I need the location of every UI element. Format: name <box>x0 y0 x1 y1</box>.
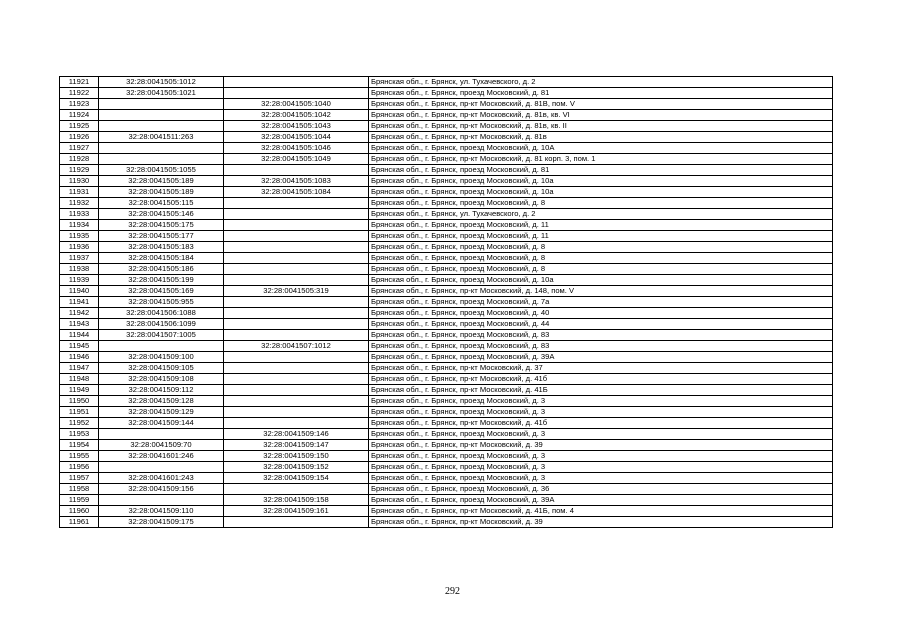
related-cadastral-number-cell: 32:28:0041509:152 <box>224 462 369 473</box>
row-number-cell: 11944 <box>60 330 99 341</box>
cadastral-number-cell <box>99 462 224 473</box>
row-number-cell: 11960 <box>60 506 99 517</box>
row-number-cell: 11928 <box>60 154 99 165</box>
cadastral-number-cell <box>99 495 224 506</box>
address-cell: Брянская обл., г. Брянск, проезд Московский, д. 3 <box>369 407 833 418</box>
table-row <box>60 363 833 374</box>
table-row <box>60 484 833 495</box>
table-row <box>60 220 833 231</box>
address-cell: Брянская обл., г. Брянск, пр-кт Московский, д. 81в <box>369 132 833 143</box>
cadastral-number-cell <box>99 99 224 110</box>
cadastral-number-cell: 32:28:0041505:189 <box>99 176 224 187</box>
row-number-cell: 11929 <box>60 165 99 176</box>
row-number-cell: 11956 <box>60 462 99 473</box>
address-cell: Брянская обл., г. Брянск, пр-кт Московский, д. 41Б <box>369 385 833 396</box>
address-cell: Брянская обл., г. Брянск, проезд Московский, д. 3 <box>369 462 833 473</box>
address-cell: Брянская обл., г. Брянск, пр-кт Московский, д. 81В, пом. V <box>369 99 833 110</box>
table-row <box>60 198 833 209</box>
related-cadastral-number-cell: 32:28:0041509:161 <box>224 506 369 517</box>
row-number-cell: 11938 <box>60 264 99 275</box>
table-row <box>60 506 833 517</box>
table-row <box>60 110 833 121</box>
address-cell: Брянская обл., г. Брянск, пр-кт Московский, д. 41Б, пом. 4 <box>369 506 833 517</box>
related-cadastral-number-cell <box>224 484 369 495</box>
cadastral-number-cell: 32:28:0041505:189 <box>99 187 224 198</box>
cadastral-number-cell <box>99 121 224 132</box>
row-number-cell: 11926 <box>60 132 99 143</box>
address-cell: Брянская обл., г. Брянск, ул. Тухачевского, д. 2 <box>369 77 833 88</box>
related-cadastral-number-cell <box>224 275 369 286</box>
related-cadastral-number-cell: 32:28:0041505:1044 <box>224 132 369 143</box>
address-cell: Брянская обл., г. Брянск, пр-кт Московский, д. 81в, кв. VI <box>369 110 833 121</box>
address-cell: Брянская обл., г. Брянск, проезд Московский, д. 81 <box>369 88 833 99</box>
table-row <box>60 308 833 319</box>
related-cadastral-number-cell: 32:28:0041505:1042 <box>224 110 369 121</box>
table-row <box>60 429 833 440</box>
row-number-cell: 11921 <box>60 77 99 88</box>
cadastral-number-cell: 32:28:0041505:1055 <box>99 165 224 176</box>
address-cell: Брянская обл., г. Брянск, пр-кт Московский, д. 41б <box>369 374 833 385</box>
table-row <box>60 231 833 242</box>
row-number-cell: 11923 <box>60 99 99 110</box>
address-cell: Брянская обл., г. Брянск, проезд Московский, д. 11 <box>369 231 833 242</box>
row-number-cell: 11941 <box>60 297 99 308</box>
row-number-cell: 11937 <box>60 253 99 264</box>
table-row <box>60 187 833 198</box>
address-cell: Брянская обл., г. Брянск, проезд Московский, д. 10а <box>369 275 833 286</box>
address-cell: Брянская обл., г. Брянск, проезд Московский, д. 81 <box>369 165 833 176</box>
row-number-cell: 11942 <box>60 308 99 319</box>
address-cell: Брянская обл., г. Брянск, пр-кт Московский, д. 81 корп. 3, пом. 1 <box>369 154 833 165</box>
row-number-cell: 11939 <box>60 275 99 286</box>
table-row <box>60 418 833 429</box>
address-cell: Брянская обл., г. Брянск, проезд Московский, д. 3 <box>369 429 833 440</box>
related-cadastral-number-cell <box>224 330 369 341</box>
row-number-cell: 11940 <box>60 286 99 297</box>
row-number-cell: 11930 <box>60 176 99 187</box>
related-cadastral-number-cell: 32:28:0041505:1049 <box>224 154 369 165</box>
row-number-cell: 11952 <box>60 418 99 429</box>
table-row <box>60 275 833 286</box>
row-number-cell: 11934 <box>60 220 99 231</box>
cadastral-number-cell: 32:28:0041505:146 <box>99 209 224 220</box>
table-row <box>60 517 833 528</box>
table-row <box>60 374 833 385</box>
page-number: 292 <box>445 586 460 597</box>
related-cadastral-number-cell: 32:28:0041509:146 <box>224 429 369 440</box>
table-row <box>60 264 833 275</box>
row-number-cell: 11950 <box>60 396 99 407</box>
address-cell: Брянская обл., г. Брянск, пр-кт Московский, д. 37 <box>369 363 833 374</box>
table-row <box>60 462 833 473</box>
related-cadastral-number-cell <box>224 231 369 242</box>
row-number-cell: 11946 <box>60 352 99 363</box>
address-cell: Брянская обл., г. Брянск, проезд Московский, д. 8 <box>369 264 833 275</box>
related-cadastral-number-cell <box>224 297 369 308</box>
table-row <box>60 253 833 264</box>
cadastral-number-cell: 32:28:0041511:263 <box>99 132 224 143</box>
related-cadastral-number-cell: 32:28:0041505:1040 <box>224 99 369 110</box>
related-cadastral-number-cell: 32:28:0041509:150 <box>224 451 369 462</box>
address-cell: Брянская обл., г. Брянск, проезд Московский, д. 39А <box>369 352 833 363</box>
table-row <box>60 121 833 132</box>
address-cell: Брянская обл., г. Брянск, проезд Московский, д. 7а <box>369 297 833 308</box>
row-number-cell: 11935 <box>60 231 99 242</box>
table-row <box>60 209 833 220</box>
related-cadastral-number-cell <box>224 165 369 176</box>
address-cell: Брянская обл., г. Брянск, пр-кт Московский, д. 148, пом. V <box>369 286 833 297</box>
address-cell: Брянская обл., г. Брянск, пр-кт Московский, д. 39 <box>369 517 833 528</box>
address-cell: Брянская обл., г. Брянск, пр-кт Московский, д. 81в, кв. II <box>369 121 833 132</box>
cadastral-number-cell <box>99 110 224 121</box>
cadastral-number-cell: 32:28:0041509:100 <box>99 352 224 363</box>
row-number-cell: 11936 <box>60 242 99 253</box>
table-row <box>60 352 833 363</box>
cadastral-number-cell: 32:28:0041509:110 <box>99 506 224 517</box>
related-cadastral-number-cell: 32:28:0041509:158 <box>224 495 369 506</box>
related-cadastral-number-cell: 32:28:0041505:1043 <box>224 121 369 132</box>
related-cadastral-number-cell: 32:28:0041505:1046 <box>224 143 369 154</box>
address-cell: Брянская обл., г. Брянск, проезд Московский, д. 44 <box>369 319 833 330</box>
row-number-cell: 11957 <box>60 473 99 484</box>
address-cell: Брянская обл., г. Брянск, проезд Московский, д. 39А <box>369 495 833 506</box>
table-row <box>60 132 833 143</box>
address-cell: Брянская обл., г. Брянск, проезд Московский, д. 8 <box>369 242 833 253</box>
related-cadastral-number-cell <box>224 253 369 264</box>
address-cell: Брянская обл., г. Брянск, проезд Московский, д. 36 <box>369 484 833 495</box>
address-cell: Брянская обл., г. Брянск, проезд Московский, д. 10а <box>369 176 833 187</box>
table-row <box>60 319 833 330</box>
related-cadastral-number-cell <box>224 209 369 220</box>
cadastral-number-cell: 32:28:0041506:1099 <box>99 319 224 330</box>
row-number-cell: 11961 <box>60 517 99 528</box>
cadastral-number-cell: 32:28:0041509:144 <box>99 418 224 429</box>
cadastral-number-cell: 32:28:0041505:186 <box>99 264 224 275</box>
row-number-cell: 11924 <box>60 110 99 121</box>
table-row <box>60 143 833 154</box>
address-cell: Брянская обл., г. Брянск, ул. Тухачевского, д. 2 <box>369 209 833 220</box>
cadastral-number-cell: 32:28:0041505:199 <box>99 275 224 286</box>
related-cadastral-number-cell <box>224 308 369 319</box>
registry-table-body <box>60 77 833 528</box>
cadastral-number-cell: 32:28:0041505:184 <box>99 253 224 264</box>
related-cadastral-number-cell: 32:28:0041505:1084 <box>224 187 369 198</box>
address-cell: Брянская обл., г. Брянск, проезд Московский, д. 40 <box>369 308 833 319</box>
row-number-cell: 11945 <box>60 341 99 352</box>
related-cadastral-number-cell <box>224 374 369 385</box>
table-row <box>60 440 833 451</box>
row-number-cell: 11927 <box>60 143 99 154</box>
related-cadastral-number-cell <box>224 418 369 429</box>
cadastral-number-cell: 32:28:0041509:108 <box>99 374 224 385</box>
table-row <box>60 242 833 253</box>
table-row <box>60 99 833 110</box>
cadastral-number-cell: 32:28:0041601:243 <box>99 473 224 484</box>
table-row <box>60 473 833 484</box>
cadastral-number-cell: 32:28:0041509:175 <box>99 517 224 528</box>
related-cadastral-number-cell: 32:28:0041509:154 <box>224 473 369 484</box>
address-cell: Брянская обл., г. Брянск, проезд Московский, д. 10а <box>369 187 833 198</box>
row-number-cell: 11933 <box>60 209 99 220</box>
row-number-cell: 11951 <box>60 407 99 418</box>
row-number-cell: 11932 <box>60 198 99 209</box>
cadastral-number-cell: 32:28:0041505:169 <box>99 286 224 297</box>
row-number-cell: 11922 <box>60 88 99 99</box>
related-cadastral-number-cell: 32:28:0041505:319 <box>224 286 369 297</box>
related-cadastral-number-cell <box>224 198 369 209</box>
related-cadastral-number-cell: 32:28:0041509:147 <box>224 440 369 451</box>
cadastral-number-cell: 32:28:0041507:1005 <box>99 330 224 341</box>
cadastral-number-cell: 32:28:0041505:955 <box>99 297 224 308</box>
address-cell: Брянская обл., г. Брянск, проезд Московский, д. 11 <box>369 220 833 231</box>
related-cadastral-number-cell <box>224 242 369 253</box>
row-number-cell: 11948 <box>60 374 99 385</box>
row-number-cell: 11953 <box>60 429 99 440</box>
related-cadastral-number-cell <box>224 220 369 231</box>
related-cadastral-number-cell <box>224 77 369 88</box>
related-cadastral-number-cell <box>224 352 369 363</box>
cadastral-number-cell: 32:28:0041509:105 <box>99 363 224 374</box>
related-cadastral-number-cell: 32:28:0041507:1012 <box>224 341 369 352</box>
address-cell: Брянская обл., г. Брянск, пр-кт Московский, д. 41б <box>369 418 833 429</box>
cadastral-number-cell: 32:28:0041509:128 <box>99 396 224 407</box>
cadastral-number-cell: 32:28:0041509:70 <box>99 440 224 451</box>
address-cell: Брянская обл., г. Брянск, пр-кт Московский, д. 39 <box>369 440 833 451</box>
address-cell: Брянская обл., г. Брянск, проезд Московский, д. 83 <box>369 341 833 352</box>
cadastral-number-cell <box>99 429 224 440</box>
row-number-cell: 11947 <box>60 363 99 374</box>
cadastral-number-cell <box>99 154 224 165</box>
table-row <box>60 341 833 352</box>
table-row <box>60 297 833 308</box>
cadastral-number-cell <box>99 341 224 352</box>
cadastral-number-cell: 32:28:0041509:156 <box>99 484 224 495</box>
cadastral-number-cell: 32:28:0041505:175 <box>99 220 224 231</box>
address-cell: Брянская обл., г. Брянск, проезд Московский, д. 10А <box>369 143 833 154</box>
row-number-cell: 11958 <box>60 484 99 495</box>
table-row <box>60 330 833 341</box>
cadastral-number-cell: 32:28:0041505:115 <box>99 198 224 209</box>
registry-table <box>59 76 833 528</box>
table-row <box>60 77 833 88</box>
row-number-cell: 11955 <box>60 451 99 462</box>
related-cadastral-number-cell <box>224 517 369 528</box>
table-row <box>60 385 833 396</box>
row-number-cell: 11943 <box>60 319 99 330</box>
related-cadastral-number-cell <box>224 319 369 330</box>
address-cell: Брянская обл., г. Брянск, проезд Московский, д. 3 <box>369 396 833 407</box>
table-row <box>60 396 833 407</box>
table-row <box>60 407 833 418</box>
row-number-cell: 11931 <box>60 187 99 198</box>
cadastral-number-cell: 32:28:0041505:183 <box>99 242 224 253</box>
address-cell: Брянская обл., г. Брянск, проезд Московский, д. 8 <box>369 198 833 209</box>
cadastral-number-cell <box>99 143 224 154</box>
address-cell: Брянская обл., г. Брянск, проезд Московский, д. 83 <box>369 330 833 341</box>
address-cell: Брянская обл., г. Брянск, проезд Московский, д. 8 <box>369 253 833 264</box>
related-cadastral-number-cell <box>224 88 369 99</box>
address-cell: Брянская обл., г. Брянск, проезд Московский, д. 3 <box>369 473 833 484</box>
cadastral-number-cell: 32:28:0041509:112 <box>99 385 224 396</box>
row-number-cell: 11949 <box>60 385 99 396</box>
table-row <box>60 451 833 462</box>
cadastral-number-cell: 32:28:0041509:129 <box>99 407 224 418</box>
table-row <box>60 165 833 176</box>
cadastral-number-cell: 32:28:0041601:246 <box>99 451 224 462</box>
related-cadastral-number-cell <box>224 363 369 374</box>
address-cell: Брянская обл., г. Брянск, проезд Московский, д. 3 <box>369 451 833 462</box>
related-cadastral-number-cell <box>224 264 369 275</box>
table-row <box>60 286 833 297</box>
row-number-cell: 11925 <box>60 121 99 132</box>
table-row <box>60 88 833 99</box>
cadastral-number-cell: 32:28:0041506:1088 <box>99 308 224 319</box>
row-number-cell: 11959 <box>60 495 99 506</box>
table-row <box>60 495 833 506</box>
related-cadastral-number-cell <box>224 407 369 418</box>
cadastral-number-cell: 32:28:0041505:1012 <box>99 77 224 88</box>
table-row <box>60 154 833 165</box>
cadastral-number-cell: 32:28:0041505:1021 <box>99 88 224 99</box>
table-row <box>60 176 833 187</box>
cadastral-number-cell: 32:28:0041505:177 <box>99 231 224 242</box>
related-cadastral-number-cell <box>224 396 369 407</box>
row-number-cell: 11954 <box>60 440 99 451</box>
related-cadastral-number-cell <box>224 385 369 396</box>
related-cadastral-number-cell: 32:28:0041505:1083 <box>224 176 369 187</box>
